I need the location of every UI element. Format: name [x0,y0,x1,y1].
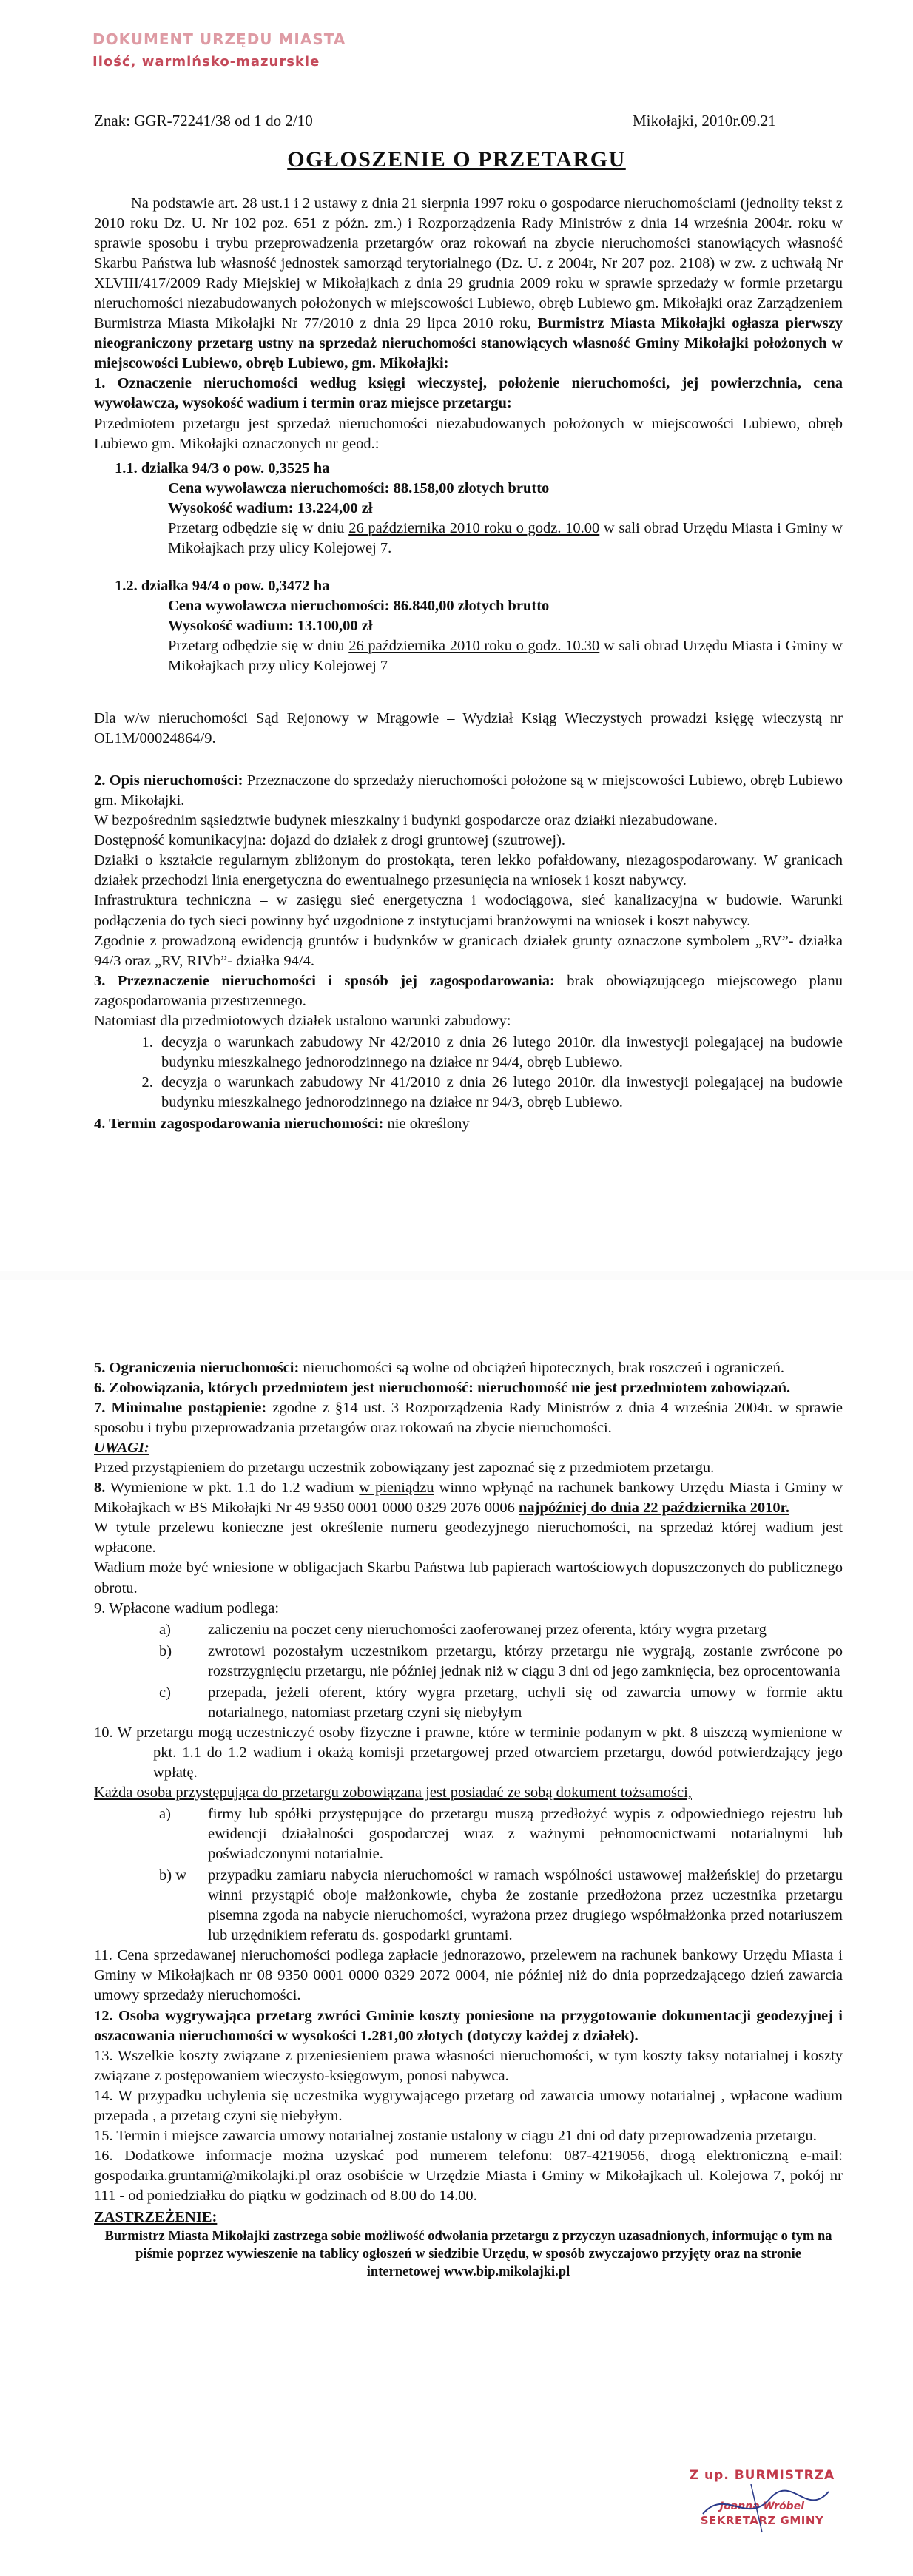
section-8-account: winno wpłynąć na rachunek bankowy Urzędu Miasta i Gminy w Mikołajkach w BS Mikołajki Nr 49 9350 0001 0000 0329 2076 0006 [94,1480,843,1517]
section-14: 14. W przypadku uchylenia się uczestnika wygrywającego przetarg od zawarcia umowy notarialnej , wpłacone wadium przepada , a przetarg czyni się niebyłym. [94,2087,843,2124]
section-10: 10. W przetargu mogą uczestniczyć osoby fizyczne i prawne, które w terminie podanym w pkt. 8 uiszczą wymienione w pkt. 1.1 do 1.2 wadium i okażą komisji przetargowej przed otwarciem przetargu, dowód potwierdzający jego wpłatę. [94,1724,843,1781]
lot-1-heading: 1.1. działka 94/3 o pow. 0,3525 ha [115,459,330,476]
section-2-line: Dostępność komunikacyjna: dojazd do działek z drogi gruntowej (szutrowej). [94,832,566,849]
decision-list [94,1033,843,1113]
section-5 [94,1358,843,1378]
section-2-line: W bezpośrednim sąsiedztwie budynek mieszkalny i budynki gospodarcze oraz działki niezabudowane. [94,812,718,829]
lot-1-date [168,519,843,559]
reservation [94,2208,843,2281]
lot-2-date-time: 26 października 2010 roku o godz. 10.30 [348,637,600,654]
lot-2-heading: 1.2. działka 94/4 o pow. 0,3472 ha [115,577,330,594]
deposit-item-mark: a) [159,1621,171,1638]
page-title: OGŁOSZENIE O PRZETARGU [287,147,626,172]
section-2-line: Zgodnie z prowadzoną ewidencją gruntów i budynków w granicach działek grunty oznaczone symbolem „RV”- działka 94/3 oraz „RV, RIVb”- działka 94/4. [94,932,843,969]
section-8-text: Wymienione w pkt. 1.1 do 1.2 wadium [105,1480,360,1497]
deposit-item-text: zwrotowi pozostałym uczestnikom przetargu, którzy przetargu nie wygrają, zostanie zwrócone po rozstrzygnięciu przetargu, nie później jednak niż w ciągu 3 dni od jego zamknięcia, bez oprocentowania [208,1642,843,1679]
reservation-heading: ZASTRZEŻENIE: [94,2208,218,2225]
announcement-body [94,194,843,1134]
signature-scribble-icon [681,2473,843,2540]
intro-text: Na podstawie art. 28 ust.1 i 2 ustawy z dnia 21 sierpnia 1997 roku o gospodarce nieruchomościami (jednolity tekst z 2010 roku Dz. U. Nr 102 poz. 651 z późn. zm.) i Rozporządzenia Rady Ministrów z dnia 14 września 2004r. roku w sprawie sposobu i trybu przeprowadzenia przetargów oraz rokowań na zbycie nieruchomości stanowiących własność Skarbu Państwa lub własność jednostek samorząd terytorialnego (Dz. U. z 2004r, Nr 207 poz. 2108) w zw. z uchwałą Nr XLVIII/417/2009 Rady Miejskiej w Mikołajkach z dnia 29 grudnia 2009 roku w sprawie sprzedaży w formie przetargu nieruchomości niezabudowanych położonych w miejscowości Lubiewo, obręb Lubiewo gm. Mikołajki oraz Zarządzeniem Burmistrza Miasta Mikołajki Nr 77/2010 z dnia 29 lipca 2010 roku, [94,195,843,332]
section-2-line: Infrastruktura techniczna – w zasięgu sieć energetyczna i wodociągowa, sieć kanalizacyjna w budowie. Warunki podłączenia do tych sieci powinny być uzgodnione z instytucjami branżowymi na wniosek i koszt nabywcy. [94,892,843,929]
document-date: Mikołajki, 2010r.09.21 [633,112,776,129]
section-8-cash: w pieniądzu [359,1480,434,1497]
land-register-text: Dla w/w nieruchomości Sąd Rejonowy w Mrągowie – Wydział Ksiąg Wieczystych prowadzi księgę wieczystą nr OL1M/00024864/9. [94,710,843,747]
lot-2-date-place: w sali obrad Urzędu Miasta i Gminy w Mikołajkach przy ulicy Kolejowej 7 [168,637,843,675]
stamp-line-2: Ilość, warmińsko-mazurskie [92,54,320,70]
section-5-text: nieruchomości są wolne od obciążeń hipotecznych, brak roszczeń i ograniczeń. [299,1360,785,1376]
signature-line-1: Z up. BURMISTRZA [689,2468,835,2483]
section-8-deadline: najpóźniej do dnia 22 października 2010r. [518,1500,789,1517]
section-11: 11. Cena sprzedawanej nieruchomości podlega zapłacie jednorazowo, przelewem na rachunek bankowy Urzędu Miasta i Gminy w Mikołajkach nr 08 9350 0001 0000 0329 2072 0004, nie później niż do dnia poprzedzającego dzień zawarcia umowy sprzedaży nieruchomości. [94,1947,843,2004]
section-2-heading: 2. Opis nieruchomości: [94,772,243,789]
intro-announcement: Burmistrz Miasta Mikołajki ogłasza pierwszy nieograniczony przetarg ustny na sprzedaż nieruchomości stanowiących własność Gminy Mikołajki położonych w miejscowości Lubiewo, obręb Lubiewo, gm. Mikołajki: [94,315,843,372]
lot-1 [115,459,843,559]
section-4-heading: 4. Termin zagospodarowania nieruchomości: [94,1115,384,1132]
section-12: 12. Osoba wygrywająca przetarg zwróci Gminie koszty poniesione na przygotowanie dokumentacji geodezyjnej i oszacowania nieruchomości w wysokości 1.281,00 złotych (dotyczy każdej z działek). [94,2007,843,2044]
remarks-heading: UWAGI: [94,1440,149,1457]
section-2-text: Przeznaczone do sprzedaży nieruchomości położone są w miejscowości Lubiewo, obręb Lubiewo gm. Mikołajki. [94,772,843,809]
document-reference: Znak: GGR-72241/38 od 1 do 2/10 [94,112,313,129]
section-2-line: Działki o kształcie regularnym zbliżonym do prostokąta, teren lekko pofałdowany, niezagospodarowany. W granicach działek przechodzi linia energetyczna do ewentualnego przesunięcia na wniosek i koszt nabywcy. [94,852,843,889]
section-6: 6. Zobowiązania, których przedmiotem jest nieruchomość: nieruchomość nie jest przedmiotem zobowiązań. [94,1380,791,1397]
signature-role: SEKRETARZ GMINY [700,2513,824,2527]
section-4-text: nie określony [383,1115,470,1132]
section-4 [94,1114,843,1134]
section-3-heading: 3. Przeznaczenie nieruchomości i sposób jej zagospodarowania: [94,972,555,989]
section-2 [94,771,843,811]
section-1-text: Przedmiotem przetargu jest sprzedaż nieruchomości niezabudowanych położonych w miejscowości Lubiewo, obręb Lubiewo gm. Mikołajki oznaczonych nr geod.: [94,415,843,452]
remarks-text: Przed przystąpieniem do przetargu uczestnik zobowiązany jest zapoznać się z przedmiotem przetargu. [94,1460,715,1477]
section-8-heading: 8. [94,1480,106,1497]
section-13: 13. Wszelkie koszty związane z przeniesieniem prawa własności nieruchomości, w tym koszty taksy notarialnej i koszty związane z postępowaniem wieczysto-księgowym, ponosi nabywca. [94,2047,843,2084]
section-15: 15. Termin i miejsce zawarcia umowy notarialnej zostanie ustalony w ciągu 21 dni od daty przeprowadzenia przetargu. [94,2127,817,2144]
section-7-text: zgodne z §14 ust. 3 Rozporządzenia Rady Ministrów z dnia 4 września 2004r. w sprawie sposobu i trybu przeprowadzania przetargów oraz rokowań na zbycie nieruchomości. [94,1400,843,1437]
section-3-note: Natomiast dla przedmiotowych działek ustalono warunki zabudowy: [94,1012,511,1029]
lot-1-date-time: 26 października 2010 roku o godz. 10.00 [348,519,600,536]
section-3 [94,971,843,1011]
decision-item: 1. decyzja o warunkach zabudowy Nr 42/2010 z dnia 26 lutego 2010r. dla inwestycji polegającej na budowie budynku mieszkalnego jednorodzinnego na działce nr 94/4, obręb Lubiewo. [157,1033,843,1073]
section-8-bonds: Wadium może być wniesione w obligacjach Skarbu Państwa lub papierach wartościowych dopuszczonych do publicznego obrotu. [94,1560,843,1596]
section-8 [94,1478,843,1518]
stamp-line-1: DOKUMENT URZĘDU MIASTA [92,30,346,48]
lot-2-date [168,636,843,676]
lot-2-deposit: Wysokość wadium: 13.100,00 zł [168,617,373,634]
reservation-text: Burmistrz Miasta Mikołajki zastrzega sobie możliwość odwołania przetargu z przyczyn uzasadnionych, informując o tym na piśmie poprzez wywieszenie na tablicy ogłoszeń w siedzibie Urzędu, w sposób zwyczajowo przyjęty oraz na stronie internetowej www.bip.mikolajki.pl [104,2229,832,2280]
deposit-item-b [159,1642,843,1682]
lot-2-price: Cena wywoławcza nieruchomości: 86.840,00 złotych brutto [168,597,550,614]
lot-1-date-place: w sali obrad Urzędu Miasta i Gminy w Mikołajkach przy ulicy Kolejowej 7. [168,519,843,556]
lot-2 [115,576,843,676]
header-stamp [92,30,346,71]
page-1 [0,0,913,1276]
page-separator [0,1271,913,1280]
deposit-item-c [159,1683,843,1723]
deposit-item-a [159,1620,843,1640]
section-7 [94,1398,843,1438]
intro-paragraph [94,194,843,374]
deposit-item-text: przepada, jeżeli oferent, który wygra przetarg, uchyli się od zawarcia umowy w formie aktu notarialnego, natomiast przetarg czyni się niebyłym [208,1684,843,1721]
announcement-body-page-2 [94,1358,843,2281]
section-3-text: brak obowiązującego miejscowego planu zagospodarowania przestrzennego. [94,972,843,1009]
participant-item-mark: b) w [159,1867,187,1884]
lot-1-deposit: Wysokość wadium: 13.224,00 zł [168,499,373,516]
section-7-heading: 7. Minimalne postąpienie: [94,1400,267,1417]
deposit-item-mark: c) [159,1684,171,1701]
deposit-item-text: zaliczeniu na poczet ceny nieruchomości zaoferowanej przez oferenta, który wygra przetarg [208,1621,767,1638]
section-16: 16. Dodatkowe informacje można uzyskać pod numerem telefonu: 087-4219056, drogą elektroniczną e-mail: gospodarka.gruntami@mikolajki.pl oraz osobiście w Urzędzie Miasta i Gminy w Mikołajkach ul. Kolejowa 7, pokój nr 111 - od poniedziałku do piątku w godzinach od 8.00 do 14.00. [94,2147,843,2204]
section-9: 9. Wpłacone wadium podlega: [94,1599,280,1616]
participant-item-b [159,1866,843,1946]
lot-2-date-prefix: Przetarg odbędzie się w dniu [168,637,349,654]
decision-item: 2. decyzja o warunkach zabudowy Nr 41/2010 z dnia 26 lutego 2010r. dla inwestycji polegającej na budowie budynku mieszkalnego jednorodzinnego na działce nr 94/3, obręb Lubiewo. [157,1073,843,1113]
section-1-heading: 1. Oznaczenie nieruchomości według księgi wieczystej, położenie nieruchomości, jej powierzchnia, cena wywoławcza, wysokość wadium i termin oraz miejsce przetargu: [94,375,843,412]
lot-1-price: Cena wywoławcza nieruchomości: 88.158,00 złotych brutto [168,479,550,496]
participant-item-mark: a) [159,1806,171,1823]
lot-1-date-prefix: Przetarg odbędzie się w dniu [168,519,349,536]
section-5-heading: 5. Ograniczenia nieruchomości: [94,1360,300,1376]
section-10-id: Każda osoba przystępująca do przetargu zobowiązana jest posiadać ze sobą dokument tożsamości, [94,1784,692,1801]
signature-stamp [666,2467,858,2529]
section-8-transfer-title: W tytule przelewu konieczne jest określenie numeru geodezyjnego nieruchomości, na sprzedaż której wadium jest wpłacone. [94,1520,843,1557]
deposit-item-mark: b) [159,1642,172,1659]
participant-item-text: przypadku zamiaru nabycia nieruchomości w ramach wspólności ustawowej małżeńskiej do przetargu winni przystąpić oboje małżonkowie, chyba że zostanie przedłożona przez uczestnika przetargu pisemna zgoda na nabycie nieruchomości, wyrażona przez drugiego współmałżonka przed notariuszem lub urzędnikiem referatu ds. gospodarki gruntami. [208,1867,843,1944]
signature-name: Joanna Wróbel [720,2501,804,2513]
participant-item-a [159,1804,843,1864]
participant-item-text: firmy lub spółki przystępujące do przetargu muszą przedłożyć wypis z odpowiedniego rejestru lub ewidencji działalności gospodarczej wraz z ważnymi pełnomocnictwami notarialnymi lub poświadczonymi notarialnie. [208,1806,843,1863]
